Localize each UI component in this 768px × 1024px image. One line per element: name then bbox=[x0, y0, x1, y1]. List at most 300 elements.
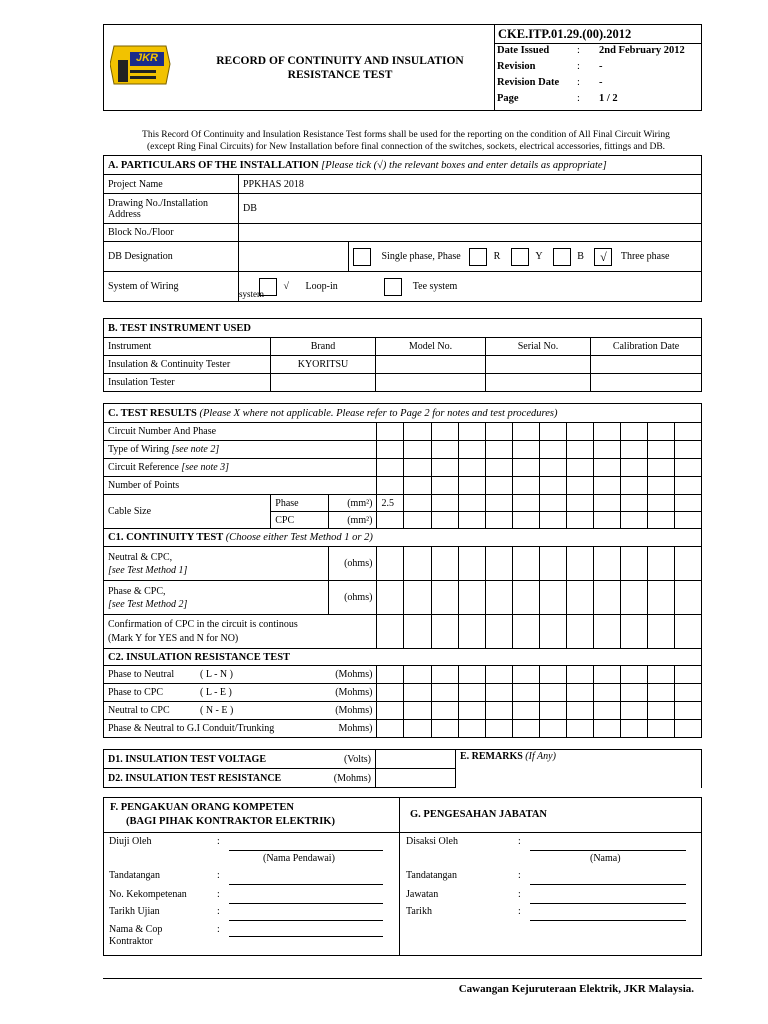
result-cell[interactable] bbox=[512, 459, 539, 477]
section-c-title-text: C. TEST RESULTS bbox=[108, 407, 197, 419]
result-cell[interactable] bbox=[620, 547, 647, 581]
disaksi-label: Disaksi Oleh bbox=[406, 836, 458, 847]
result-cell[interactable] bbox=[431, 684, 458, 702]
result-cell[interactable] bbox=[647, 547, 674, 581]
db-designation-value[interactable] bbox=[239, 242, 349, 272]
result-cell[interactable] bbox=[485, 441, 512, 459]
intro-line2: (except Ring Final Circuits) for New Installation before final connection of the switches, sockets, electrical accessories, fittings and DB. bbox=[146, 142, 666, 152]
doc-code-line bbox=[494, 43, 702, 44]
instrument-calibration[interactable] bbox=[591, 356, 702, 374]
result-cell[interactable] bbox=[566, 684, 593, 702]
result-cell[interactable] bbox=[485, 720, 512, 738]
result-cell[interactable] bbox=[539, 512, 566, 529]
nama-cop-label bbox=[109, 924, 162, 948]
result-cell[interactable] bbox=[539, 702, 566, 720]
result-cell[interactable] bbox=[377, 512, 404, 529]
instrument-serial[interactable] bbox=[486, 374, 591, 392]
jawatan-line[interactable] bbox=[530, 903, 686, 904]
drawing-no-label: Drawing No./Installation Address bbox=[104, 194, 239, 224]
row-phase-cpc bbox=[104, 581, 702, 615]
circuit-ref-text: Circuit Reference bbox=[108, 462, 179, 473]
result-cell[interactable] bbox=[539, 423, 566, 441]
project-name-value[interactable]: PPKHAS 2018 bbox=[239, 175, 702, 194]
result-cell[interactable] bbox=[377, 702, 404, 720]
result-cell[interactable] bbox=[620, 581, 647, 615]
result-cell[interactable] bbox=[593, 615, 620, 649]
ir-label-text: Neutral to CPC bbox=[108, 705, 170, 716]
result-cell[interactable] bbox=[431, 720, 458, 738]
result-cell[interactable] bbox=[647, 615, 674, 649]
result-cell[interactable] bbox=[593, 702, 620, 720]
result-cell[interactable] bbox=[674, 495, 701, 512]
result-cell[interactable] bbox=[377, 615, 404, 649]
ir-unit: (Mohms) bbox=[335, 687, 373, 698]
meta-label: Page bbox=[497, 93, 519, 104]
table-row bbox=[104, 750, 702, 769]
ir-unit: Mohms) bbox=[338, 723, 373, 734]
result-cell[interactable] bbox=[620, 441, 647, 459]
result-cell[interactable] bbox=[620, 615, 647, 649]
result-cell[interactable] bbox=[539, 459, 566, 477]
result-cell[interactable] bbox=[485, 423, 512, 441]
meta-table bbox=[497, 45, 701, 109]
phase-y-checkbox[interactable] bbox=[511, 248, 529, 266]
result-cell[interactable] bbox=[512, 615, 539, 649]
nama-pendawai: (Nama Pendawai) bbox=[263, 853, 335, 864]
method1-note: [see Test Method 1] bbox=[108, 564, 188, 576]
result-cell[interactable] bbox=[620, 477, 647, 495]
meta-colon: : bbox=[577, 45, 580, 56]
section-f-title2: (BAGI PIHAK KONTRAKTOR ELEKTRIK) bbox=[126, 816, 335, 827]
result-cell[interactable] bbox=[377, 459, 404, 477]
diuji-line[interactable] bbox=[229, 850, 383, 851]
result-cell[interactable] bbox=[620, 512, 647, 529]
section-a-note: [Please tick (√) the relevant boxes and enter details as appropriate] bbox=[321, 159, 607, 171]
result-cell[interactable] bbox=[593, 512, 620, 529]
d1-text: D1. INSULATION TEST VOLTAGE bbox=[108, 753, 267, 765]
result-cell[interactable] bbox=[566, 666, 593, 684]
c1-title-text: C1. CONTINUITY TEST bbox=[108, 532, 224, 543]
c1-note: (Choose either Test Method 1 or 2) bbox=[225, 532, 373, 543]
result-cell[interactable] bbox=[593, 666, 620, 684]
result-cell[interactable] bbox=[512, 495, 539, 512]
d1-unit: (Volts) bbox=[343, 753, 371, 765]
result-cell[interactable] bbox=[377, 720, 404, 738]
row-neutral-cpc bbox=[104, 547, 702, 581]
meta-label: Revision Date bbox=[497, 77, 560, 88]
result-cell[interactable] bbox=[485, 512, 512, 529]
ir-label bbox=[104, 666, 377, 684]
result-cell[interactable] bbox=[674, 666, 701, 684]
instrument-model[interactable] bbox=[376, 356, 486, 374]
section-a-title bbox=[104, 156, 702, 175]
d2-value[interactable] bbox=[376, 769, 456, 788]
remarks-box[interactable] bbox=[456, 750, 702, 788]
result-cell[interactable] bbox=[512, 477, 539, 495]
loop-in-tick: √ bbox=[283, 280, 289, 292]
doc-code: CKE.ITP.01.29.(00).2012 bbox=[498, 27, 632, 41]
tandatangan-line[interactable] bbox=[229, 884, 383, 885]
result-cell[interactable] bbox=[512, 581, 539, 615]
result-cell[interactable] bbox=[485, 459, 512, 477]
meta-colon: : bbox=[577, 93, 580, 104]
col-instrument: Instrument bbox=[104, 338, 271, 356]
result-cell[interactable] bbox=[674, 441, 701, 459]
row-circuit-ref bbox=[104, 459, 702, 477]
g-tandatangan-line[interactable] bbox=[530, 884, 686, 885]
confirm-line1: Confirmation of CPC in the circuit is continous bbox=[108, 618, 298, 630]
result-cell[interactable] bbox=[431, 512, 458, 529]
result-cell[interactable] bbox=[485, 477, 512, 495]
result-cell[interactable] bbox=[485, 684, 512, 702]
col-brand: Brand bbox=[271, 338, 376, 356]
result-cell[interactable] bbox=[620, 495, 647, 512]
result-cell[interactable] bbox=[431, 547, 458, 581]
diuji-label: Diuji Oleh bbox=[109, 836, 152, 847]
result-cell[interactable] bbox=[674, 702, 701, 720]
remarks-title: E. REMARKS bbox=[460, 751, 523, 762]
table-row bbox=[104, 242, 702, 272]
result-cell[interactable] bbox=[404, 423, 431, 441]
meta-row bbox=[497, 45, 701, 61]
result-cell[interactable] bbox=[674, 615, 701, 649]
neutral-cpc-label bbox=[104, 547, 329, 581]
result-cell[interactable] bbox=[674, 459, 701, 477]
row-ir-ln bbox=[104, 666, 702, 684]
result-cell[interactable] bbox=[647, 423, 674, 441]
table-row bbox=[104, 529, 702, 547]
result-cell[interactable] bbox=[539, 441, 566, 459]
result-cell[interactable] bbox=[593, 441, 620, 459]
result-cell[interactable] bbox=[431, 477, 458, 495]
cable-cpc-label: CPC bbox=[271, 512, 329, 529]
fg-divider bbox=[399, 797, 400, 956]
result-cell[interactable] bbox=[620, 423, 647, 441]
single-phase-checkbox[interactable] bbox=[353, 248, 371, 266]
result-cell[interactable] bbox=[566, 441, 593, 459]
circuit-ref-label bbox=[104, 459, 377, 477]
type-wiring-text: Type of Wiring bbox=[108, 444, 169, 455]
colon: : bbox=[217, 924, 220, 935]
result-cell[interactable] bbox=[404, 666, 431, 684]
result-cell[interactable] bbox=[593, 459, 620, 477]
result-cell[interactable] bbox=[539, 615, 566, 649]
table-row bbox=[104, 649, 702, 666]
section-b bbox=[103, 318, 702, 392]
meta-row bbox=[497, 77, 701, 93]
result-cell[interactable] bbox=[377, 666, 404, 684]
result-cell[interactable] bbox=[404, 459, 431, 477]
result-cell[interactable] bbox=[566, 459, 593, 477]
result-cell[interactable] bbox=[377, 581, 404, 615]
result-cell[interactable] bbox=[404, 441, 431, 459]
tarikh-line[interactable] bbox=[530, 920, 686, 921]
cable-size-label: Cable Size bbox=[104, 495, 271, 529]
result-cell[interactable] bbox=[458, 666, 485, 684]
phase-cpc-unit: (ohms) bbox=[329, 581, 377, 615]
result-cell[interactable] bbox=[539, 581, 566, 615]
meta-row bbox=[497, 93, 701, 109]
instrument-name: Insulation Tester bbox=[104, 374, 271, 392]
row-circuit-number bbox=[104, 423, 702, 441]
result-cell[interactable] bbox=[458, 702, 485, 720]
result-cell[interactable] bbox=[674, 684, 701, 702]
system-wiring-label: System of Wiring bbox=[104, 272, 239, 302]
colon: : bbox=[217, 870, 220, 881]
result-cell[interactable] bbox=[647, 441, 674, 459]
result-cell[interactable] bbox=[485, 547, 512, 581]
result-cell[interactable] bbox=[404, 615, 431, 649]
result-cell[interactable] bbox=[566, 547, 593, 581]
result-cell[interactable] bbox=[404, 547, 431, 581]
result-cell[interactable] bbox=[458, 423, 485, 441]
result-cell[interactable] bbox=[431, 441, 458, 459]
table-row bbox=[104, 319, 702, 338]
result-cell[interactable] bbox=[566, 512, 593, 529]
phase-cpc-text: Phase & CPC, bbox=[108, 585, 166, 597]
result-cell[interactable] bbox=[620, 459, 647, 477]
block-no-label: Block No./Floor bbox=[104, 224, 239, 242]
ir-unit: (Mohms) bbox=[335, 705, 373, 716]
result-cell[interactable] bbox=[566, 423, 593, 441]
row-num-points bbox=[104, 477, 702, 495]
result-cell[interactable] bbox=[404, 495, 431, 512]
section-g-title: G. PENGESAHAN JABATAN bbox=[410, 809, 547, 820]
block-no-value[interactable] bbox=[239, 224, 702, 242]
result-cell[interactable] bbox=[647, 495, 674, 512]
result-cell[interactable] bbox=[593, 581, 620, 615]
section-c bbox=[103, 403, 702, 738]
phase-cpc-label bbox=[104, 581, 329, 615]
type-wiring-note: [see note 2] bbox=[171, 444, 220, 455]
result-cell[interactable] bbox=[377, 684, 404, 702]
result-cell[interactable] bbox=[674, 477, 701, 495]
table-row bbox=[104, 194, 702, 224]
result-cell[interactable] bbox=[377, 477, 404, 495]
row-type-wiring bbox=[104, 441, 702, 459]
result-cell[interactable] bbox=[674, 547, 701, 581]
section-c-note: (Please X where not applicable. Please refer to Page 2 for notes and test procedures) bbox=[199, 407, 558, 419]
result-cell[interactable] bbox=[485, 702, 512, 720]
result-cell[interactable] bbox=[404, 684, 431, 702]
colon: : bbox=[518, 889, 521, 900]
result-cell[interactable] bbox=[485, 615, 512, 649]
result-cell[interactable] bbox=[431, 666, 458, 684]
result-cell[interactable] bbox=[539, 720, 566, 738]
wiring-options bbox=[239, 272, 702, 302]
result-cell[interactable] bbox=[512, 512, 539, 529]
result-cell[interactable] bbox=[593, 477, 620, 495]
result-cell[interactable] bbox=[485, 666, 512, 684]
col-serial: Serial No. bbox=[486, 338, 591, 356]
colon: : bbox=[518, 870, 521, 881]
c1-title bbox=[104, 529, 702, 547]
result-cell[interactable] bbox=[620, 702, 647, 720]
three-phase-label: Three phase bbox=[620, 250, 670, 262]
result-cell[interactable] bbox=[512, 684, 539, 702]
col-model: Model No. bbox=[376, 338, 486, 356]
cable-phase-label: Phase bbox=[271, 495, 329, 512]
logo-text: JKR bbox=[136, 52, 159, 64]
result-cell[interactable] bbox=[512, 423, 539, 441]
result-cell[interactable] bbox=[512, 547, 539, 581]
table-row bbox=[104, 338, 702, 356]
col-calibration: Calibration Date bbox=[591, 338, 702, 356]
instrument-calibration[interactable] bbox=[591, 374, 702, 392]
row-cable-phase bbox=[104, 495, 702, 512]
result-cell[interactable] bbox=[593, 684, 620, 702]
result-cell[interactable] bbox=[647, 684, 674, 702]
result-cell[interactable] bbox=[593, 720, 620, 738]
form-title-line2: RESISTANCE TEST bbox=[287, 69, 393, 81]
logo bbox=[110, 40, 172, 90]
ir-label-text: Phase to Neutral bbox=[108, 669, 175, 680]
result-cell[interactable] bbox=[566, 615, 593, 649]
result-cell[interactable] bbox=[620, 684, 647, 702]
result-cell[interactable] bbox=[485, 495, 512, 512]
result-cell[interactable] bbox=[512, 720, 539, 738]
result-cell[interactable] bbox=[620, 720, 647, 738]
result-cell[interactable] bbox=[377, 547, 404, 581]
result-cell[interactable] bbox=[458, 615, 485, 649]
loop-in-sub: system bbox=[239, 289, 265, 299]
db-designation-label: DB Designation bbox=[104, 242, 239, 272]
instrument-brand[interactable]: KYORITSU bbox=[271, 356, 376, 374]
result-cell[interactable] bbox=[593, 423, 620, 441]
section-b-title: B. TEST INSTRUMENT USED bbox=[104, 319, 702, 338]
result-cell[interactable] bbox=[458, 547, 485, 581]
project-name-label: Project Name bbox=[104, 175, 239, 194]
result-cell[interactable] bbox=[458, 720, 485, 738]
result-cell[interactable] bbox=[377, 441, 404, 459]
result-cell[interactable] bbox=[404, 720, 431, 738]
tee-system-checkbox[interactable] bbox=[384, 278, 402, 296]
result-cell[interactable] bbox=[620, 666, 647, 684]
result-cell[interactable] bbox=[647, 581, 674, 615]
nama-cop-line[interactable] bbox=[229, 936, 383, 937]
result-cell[interactable] bbox=[404, 702, 431, 720]
row-confirm-cpc bbox=[104, 615, 702, 649]
nama-label: (Nama) bbox=[590, 853, 621, 864]
three-phase-checkbox[interactable]: √ bbox=[594, 248, 612, 266]
no-kompetenan-line[interactable] bbox=[229, 903, 383, 904]
result-cell[interactable] bbox=[566, 477, 593, 495]
table-row bbox=[104, 175, 702, 194]
tee-system-label: Tee system bbox=[412, 280, 458, 292]
result-cell[interactable] bbox=[431, 581, 458, 615]
result-cell[interactable] bbox=[566, 720, 593, 738]
result-cell[interactable] bbox=[458, 441, 485, 459]
result-cell[interactable] bbox=[458, 684, 485, 702]
result-cell[interactable] bbox=[647, 512, 674, 529]
result-cell[interactable] bbox=[674, 581, 701, 615]
result-cell[interactable] bbox=[404, 581, 431, 615]
d1-value[interactable] bbox=[376, 750, 456, 769]
disaksi-line[interactable] bbox=[530, 850, 686, 851]
result-cell[interactable] bbox=[539, 666, 566, 684]
row-ir-gi bbox=[104, 720, 702, 738]
cable-phase-unit: (mm²) bbox=[329, 495, 377, 512]
section-c-title bbox=[104, 404, 702, 423]
result-cell[interactable] bbox=[647, 720, 674, 738]
result-cell[interactable] bbox=[458, 512, 485, 529]
loop-in-label: Loop-in bbox=[305, 280, 338, 292]
meta-value: - bbox=[599, 77, 603, 88]
result-cell[interactable] bbox=[431, 459, 458, 477]
tarikh-ujian-line[interactable] bbox=[229, 920, 383, 921]
row-ir-le bbox=[104, 684, 702, 702]
d2-text: D2. INSULATION TEST RESISTANCE bbox=[108, 772, 282, 784]
instrument-brand[interactable] bbox=[271, 374, 376, 392]
result-cell[interactable] bbox=[512, 666, 539, 684]
result-cell[interactable] bbox=[377, 423, 404, 441]
form-title bbox=[190, 54, 490, 82]
result-cell[interactable] bbox=[458, 459, 485, 477]
phase-r-label: R bbox=[493, 250, 501, 262]
phase-b-checkbox[interactable] bbox=[553, 248, 571, 266]
section-d-e bbox=[103, 749, 702, 788]
result-cell[interactable] bbox=[458, 581, 485, 615]
result-cell[interactable] bbox=[485, 581, 512, 615]
result-cell[interactable] bbox=[458, 477, 485, 495]
ir-label-text: Phase & Neutral to G.I Conduit/Trunking bbox=[108, 723, 275, 734]
result-cell[interactable] bbox=[431, 615, 458, 649]
result-cell[interactable] bbox=[539, 684, 566, 702]
drawing-no-value[interactable]: DB bbox=[239, 194, 702, 224]
instrument-model[interactable] bbox=[376, 374, 486, 392]
result-cell[interactable] bbox=[674, 423, 701, 441]
result-cell[interactable] bbox=[404, 477, 431, 495]
colon: : bbox=[518, 906, 521, 917]
result-cell[interactable] bbox=[647, 459, 674, 477]
meta-value: 1 / 2 bbox=[599, 93, 618, 104]
result-cell[interactable] bbox=[593, 547, 620, 581]
result-cell[interactable] bbox=[566, 495, 593, 512]
ir-label bbox=[104, 702, 377, 720]
result-cell[interactable] bbox=[512, 702, 539, 720]
phase-r-checkbox[interactable] bbox=[469, 248, 487, 266]
intro-line1: This Record Of Continuity and Insulation Resistance Test forms shall be used for the reporting on the condition of All Final Circuit Wiring bbox=[142, 130, 670, 140]
form-title-line1: RECORD OF CONTINUITY AND INSULATION bbox=[216, 55, 464, 67]
table-row bbox=[104, 272, 702, 302]
result-cell[interactable] bbox=[647, 666, 674, 684]
result-cell[interactable] bbox=[431, 495, 458, 512]
phase-options bbox=[349, 242, 702, 272]
result-cell[interactable] bbox=[674, 512, 701, 529]
result-cell[interactable] bbox=[431, 423, 458, 441]
result-cell[interactable] bbox=[404, 512, 431, 529]
result-cell[interactable] bbox=[512, 441, 539, 459]
cable-phase-value[interactable]: 2.5 bbox=[377, 495, 404, 512]
result-cell[interactable] bbox=[566, 581, 593, 615]
instrument-serial[interactable] bbox=[486, 356, 591, 374]
result-cell[interactable] bbox=[539, 495, 566, 512]
tarikh-label: Tarikh bbox=[406, 906, 432, 917]
result-cell[interactable] bbox=[593, 495, 620, 512]
ir-code: ( N - E ) bbox=[200, 705, 234, 716]
result-cell[interactable] bbox=[539, 547, 566, 581]
intro-text bbox=[110, 129, 702, 153]
result-cell[interactable] bbox=[647, 477, 674, 495]
result-cell[interactable] bbox=[566, 702, 593, 720]
result-cell[interactable] bbox=[458, 495, 485, 512]
result-cell[interactable] bbox=[647, 702, 674, 720]
d2-label bbox=[104, 769, 376, 788]
result-cell[interactable] bbox=[431, 702, 458, 720]
result-cell[interactable] bbox=[539, 477, 566, 495]
result-cell[interactable] bbox=[674, 720, 701, 738]
neutral-cpc-unit: (ohms) bbox=[329, 547, 377, 581]
